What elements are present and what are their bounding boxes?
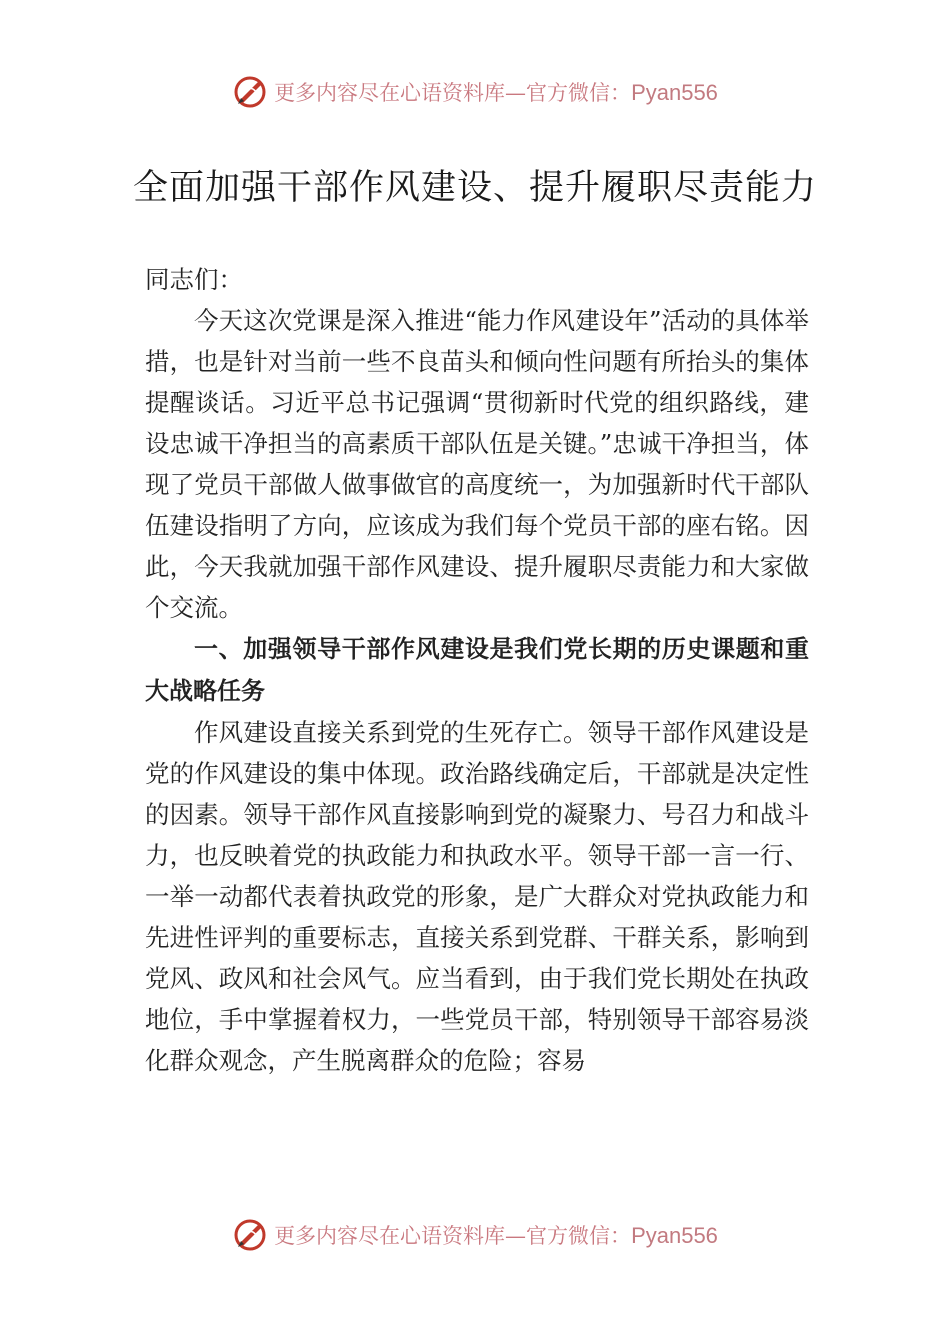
footer-text: 更多内容尽在心语资料库—官方微信：Pyan556 [274,1223,718,1248]
section-heading-1: 一、加强领导干部作风建设是我们党长期的历史课题和重大战略任务 [145,635,809,705]
banner-wechat-id: Pyan556 [631,80,718,105]
pen-logo-icon [232,1217,268,1253]
banner-text: 更多内容尽在心语资料库—官方微信：Pyan556 [274,80,718,105]
salutation: 同志们： [145,265,243,294]
footer-wechat-id: Pyan556 [631,1223,718,1248]
document-body [145,259,809,1081]
document-title: 全面加强干部作风建设、提升履职尽责能力 [132,168,817,208]
paragraph-1: 今天这次党课是深入推进“能力作风建设年”活动的具体举措，也是针对当前一些不良苗头和倾向性问题有所抬头的集体提醒谈话。习近平总书记强调“贯彻新时代党的组织路线，建设忠诚干净担当的高素质干部队伍是关键。”忠诚干净担当，体现了党员干部做人做事做官的高度统一，为加强新时代干部队伍建设指明了方向，应该成为我们每个党员干部的座右铭。因此，今天我就加强干部作风建设、提升履职尽责能力和大家做个交流。 [145,306,809,622]
header-banner [0,70,950,114]
footer-banner [0,1213,950,1257]
pen-logo-icon [232,74,268,110]
paragraph-2: 作风建设直接关系到党的生死存亡。领导干部作风建设是党的作风建设的集中体现。政治路线确定后，干部就是决定性的因素。领导干部作风直接影响到党的凝聚力、号召力和战斗力，也反映着党的执政能力和执政水平。领导干部一言一行、一举一动都代表着执政党的形象，是广大群众对党执政能力和先进性评判的重要标志，直接关系到党群、干群关系，影响到党风、政风和社会风气。应当看到，由于我们党长期处在执政地位，手中掌握着权力，一些党员干部，特别领导干部容易淡化群众观念，产生脱离群众的危险；容易 [145,718,809,1075]
